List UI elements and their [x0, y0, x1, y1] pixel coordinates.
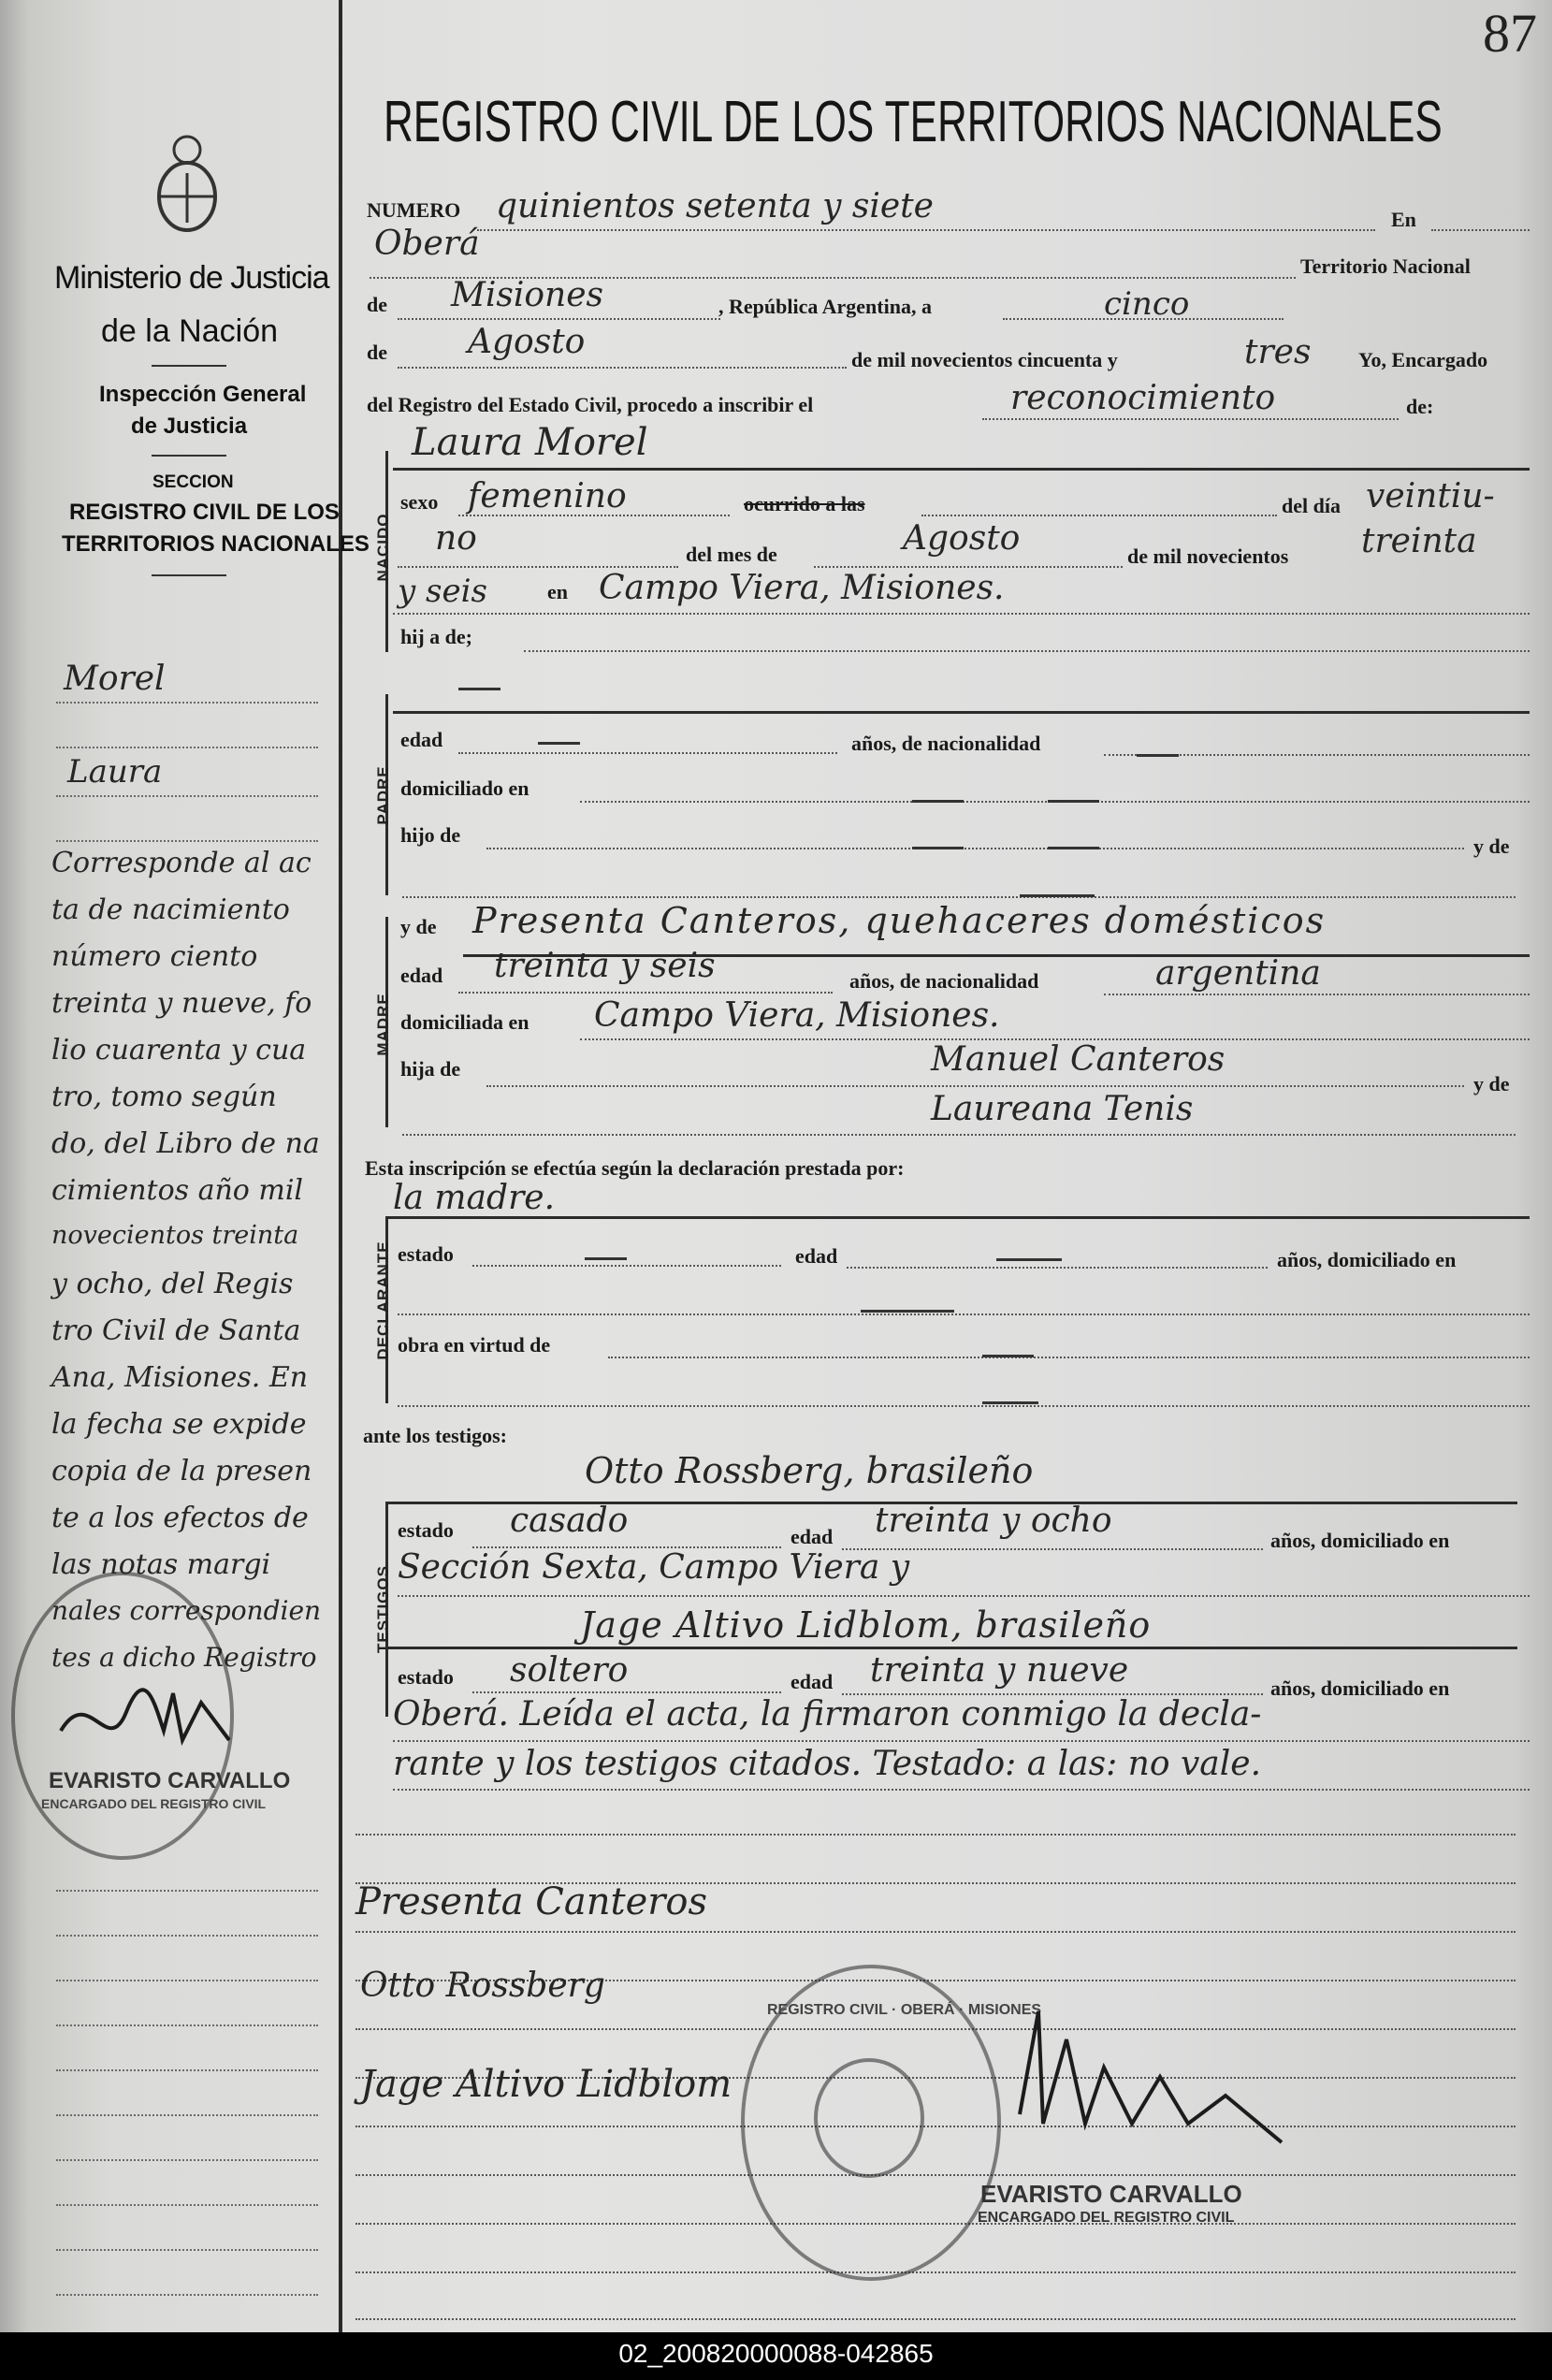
margin-note-line: te a los efectos de: [51, 1502, 309, 1534]
republica-label: , República Argentina, a: [718, 295, 932, 318]
margin-note-line: y ocho, del Regis: [51, 1268, 294, 1300]
anio-label: de mil novecientos: [1127, 544, 1289, 568]
declarante-edad-label: edad: [795, 1244, 838, 1268]
w2-name: Jage Altivo Lidblom, brasileño: [580, 1604, 1152, 1646]
official-stamp-ring: REGISTRO CIVIL · OBERÁ · MISIONES: [767, 2002, 1042, 2018]
coat-of-arms-icon: [150, 122, 225, 239]
section-rule: [385, 1216, 1530, 1219]
margin-rule: [56, 2159, 318, 2161]
madre-hija-de-label: hija de: [400, 1057, 461, 1081]
signature-3: Jage Altivo Lidblom: [360, 2063, 732, 2106]
padre-hijo-de-label: hijo de: [400, 823, 461, 847]
dash-mark: [538, 742, 580, 745]
w1-edad: treinta y ocho: [875, 1502, 1112, 1540]
padre-label: PADRE: [374, 765, 392, 825]
de-label: de: [367, 293, 387, 316]
margin-note-line: lio cuarenta y cua: [51, 1034, 307, 1067]
w2-estado: soltero: [510, 1651, 629, 1690]
de-label-2: de: [367, 341, 387, 364]
madre-name-value: Presenta Canteros, quehaceres domésticos: [472, 900, 1327, 941]
officer-signature-icon: [1001, 1983, 1310, 2175]
margin-rule: [56, 795, 318, 797]
testigos-label: TESTIGOS: [374, 1565, 392, 1653]
margin-note-line: tes a dicho Registro: [51, 1642, 317, 1673]
ministry-line2: de la Nación: [101, 313, 279, 349]
registro-text: del Registro del Estado Civil, procedo a inscribir el: [367, 393, 814, 416]
dash-mark: [585, 1257, 627, 1260]
numero-label: NUMERO: [367, 198, 461, 222]
margin-note-line: cimientos año mil: [51, 1174, 304, 1207]
w2-edad: treinta y nueve: [870, 1651, 1129, 1690]
fill-line: [458, 752, 837, 754]
section-rule: [385, 1647, 1517, 1649]
w1-name: Otto Rossberg, brasileño: [585, 1450, 1034, 1491]
margin-note-line: la fecha se expide: [51, 1408, 307, 1441]
w2-edad-label: edad: [791, 1670, 834, 1693]
dash-mark: [458, 688, 500, 690]
madre-edad-value: treinta y seis: [494, 947, 716, 985]
padre-nacionalidad-label: años, de nacionalidad: [851, 732, 1041, 755]
margin-note-line: las notas margi: [51, 1548, 271, 1581]
margin-stamp-title: ENCARGADO DEL REGISTRO CIVIL: [41, 1796, 267, 1811]
closing-line-1: Oberá. Leída el acta, la firmaron conmigo la decla-: [393, 1695, 1262, 1734]
footer-id: 02_200820000088-042865: [618, 2339, 934, 2368]
dia-value-1: veintiu-: [1366, 477, 1495, 515]
margin-rule: [56, 2249, 318, 2251]
margin-note-line: Corresponde al ac: [51, 847, 312, 879]
person-value: Laura Morel: [412, 421, 648, 464]
section-line2: TERRITORIOS NACIONALES: [62, 531, 370, 557]
margin-note-line: treinta y nueve, fo: [51, 987, 312, 1020]
declarante-obra-label: obra en virtud de: [398, 1333, 551, 1357]
official-stamp-inner: [814, 2058, 924, 2178]
fill-line: [814, 566, 1123, 568]
officer-title: ENCARGADO DEL REGISTRO CIVIL: [978, 2210, 1235, 2226]
fill-line: [477, 229, 1375, 231]
en-label: En: [1391, 208, 1416, 231]
fill-line: [398, 318, 720, 320]
madre-nacionalidad-value: argentina: [1155, 954, 1321, 993]
w2-estado-label: estado: [398, 1665, 454, 1689]
day-value: cinco: [1104, 285, 1190, 323]
declarant-value: la madre.: [393, 1179, 556, 1217]
numero-value: quinientos setenta y siete: [496, 187, 934, 225]
madre-mother-value: Laureana Tenis: [931, 1090, 1194, 1128]
dash-mark: [1020, 894, 1095, 897]
yo-text: Yo, Encargado: [1358, 348, 1488, 371]
declarante-domicilio-label: años, domiciliado en: [1277, 1248, 1457, 1271]
closing-line-2: rante y los testigos citados. Testado: a las: no vale.: [393, 1745, 1262, 1783]
signature-2: Otto Rossberg: [360, 1966, 605, 2005]
act-value: reconocimiento: [1010, 379, 1276, 417]
sexo-label: sexo: [400, 490, 439, 514]
fill-line: [472, 1265, 781, 1267]
sidebar-rule-3: [152, 574, 226, 576]
fill-line: [393, 1740, 1530, 1742]
mes-label: del mes de: [686, 543, 777, 566]
anio-value-2: y seis: [398, 573, 487, 610]
fill-line: [458, 515, 730, 516]
margin-note-line: nales correspondien: [51, 1595, 322, 1626]
fill-line: [608, 1357, 1530, 1358]
margin-rule: [56, 1980, 318, 1981]
padre-y-de-label: y de: [1473, 834, 1510, 858]
w1-domicilio: Sección Sexta, Campo Viera y: [398, 1548, 910, 1587]
dia-value-2: no: [435, 519, 477, 558]
year-value: tres: [1244, 333, 1312, 371]
dash-mark: [861, 1310, 954, 1313]
madre-label: MADRE: [374, 993, 392, 1056]
territorio-label: Territorio Nacional: [1300, 254, 1471, 278]
section-label: SECCION: [152, 472, 234, 492]
margin-rule: [56, 2069, 318, 2071]
margin-note-line: ta de nacimiento: [51, 893, 290, 926]
dash-mark: [912, 847, 964, 849]
fill-line: [398, 1313, 1530, 1315]
margin-note-line: número ciento: [51, 940, 258, 973]
declarante-label: DECLARANTE: [374, 1241, 392, 1360]
fill-line: [398, 367, 847, 369]
fill-line: [458, 992, 833, 994]
ocurrido-label: ocurrido a las: [744, 492, 865, 515]
del-dia-label: del día: [1282, 494, 1341, 517]
nacido-label: NACIDO: [374, 513, 392, 582]
fill-line: [982, 418, 1399, 420]
dash-mark: [912, 800, 964, 803]
declarante-intro: Esta inscripción se efectúa según la declaración prestada por:: [365, 1156, 905, 1180]
fill-line: [847, 1267, 1268, 1269]
fill-line: [1104, 994, 1530, 995]
lugar-value: Campo Viera, Misiones.: [599, 569, 1005, 607]
margin-note-line: tro Civil de Santa: [51, 1314, 301, 1347]
inspection-line1: Inspección General: [99, 382, 307, 407]
declarante-estado-label: estado: [398, 1242, 454, 1266]
fill-line: [398, 566, 678, 568]
fill-line: [393, 1789, 1530, 1791]
margin-rule: [56, 1890, 318, 1892]
madre-y-de-label-2: y de: [1473, 1072, 1510, 1096]
margin-signature-icon: [51, 1675, 239, 1763]
signature-line: [355, 2271, 1516, 2273]
w2-domicilio-label: años, domiciliado en: [1270, 1676, 1450, 1700]
padre-domicilio-label: domiciliado en: [400, 776, 529, 800]
dash-mark: [1048, 800, 1099, 803]
w1-estado: casado: [510, 1502, 629, 1540]
madre-father-value: Manuel Canteros: [931, 1040, 1226, 1079]
madre-domicilio-label: domiciliada en: [400, 1010, 529, 1034]
margin-note-line: novecientos treinta: [51, 1221, 299, 1250]
en-label-nacido: en: [547, 580, 568, 603]
margin-rule: [56, 840, 318, 842]
fill-line: [524, 650, 1530, 652]
margin-stamp-name: EVARISTO CARVALLO: [49, 1768, 291, 1793]
signature-1: Presenta Canteros: [355, 1880, 707, 1923]
inspection-line2: de Justicia: [131, 414, 248, 439]
w1-domicilio-label: años, domiciliado en: [1270, 1529, 1450, 1552]
madre-edad-label: edad: [400, 964, 443, 987]
dash-mark: [1048, 847, 1099, 849]
margin-rule: [56, 747, 318, 748]
margin-given-name: Laura: [67, 753, 163, 791]
margin-rule: [56, 1935, 318, 1937]
document-title: REGISTRO CIVIL DE LOS TERRITORIOS NACIONALES: [384, 90, 1443, 154]
de-colon: de:: [1406, 395, 1434, 418]
place-value: Oberá: [374, 225, 480, 263]
margin-note-line: Ana, Misiones. En: [51, 1361, 309, 1394]
fill-line: [486, 848, 1464, 849]
margin-note-line: do, del Libro de na: [51, 1127, 320, 1160]
section-rule: [393, 468, 1530, 471]
w1-estado-label: estado: [398, 1518, 454, 1542]
margin-divider: [339, 0, 342, 2332]
fill-line: [1003, 318, 1284, 320]
section-line1: REGISTRO CIVIL DE LOS: [69, 500, 340, 525]
dash-mark: [982, 1355, 1034, 1357]
anio-value-1: treinta: [1361, 522, 1477, 560]
year-text: de mil novecientos cincuenta y: [851, 348, 1118, 371]
madre-y-de-label: y de: [400, 915, 437, 938]
month-value: Agosto: [468, 323, 586, 361]
fill-line: [398, 1595, 1530, 1597]
fill-line: [398, 1405, 1530, 1407]
margin-rule: [56, 2204, 318, 2206]
fill-line: [402, 896, 1516, 898]
sidebar-rule-1: [152, 365, 226, 367]
padre-edad-label: edad: [400, 728, 443, 751]
officer-name: EVARISTO CARVALLO: [980, 2180, 1242, 2208]
sidebar-rule-2: [152, 455, 226, 457]
fill-line: [402, 1134, 1516, 1136]
signature-line: [355, 1931, 1516, 1933]
testigos-intro: ante los testigos:: [363, 1424, 507, 1447]
dash-mark: [996, 1258, 1062, 1261]
margin-rule: [56, 702, 318, 704]
fill-line: [921, 515, 1277, 516]
fill-line: [472, 1691, 781, 1693]
mes-value: Agosto: [903, 519, 1021, 558]
margin-rule: [56, 2024, 318, 2026]
margin-surname: Morel: [64, 660, 166, 698]
dash-mark: [1137, 754, 1179, 757]
signature-line: [355, 2318, 1516, 2320]
fill-line: [1431, 229, 1530, 231]
madre-nacionalidad-label: años, de nacionalidad: [849, 969, 1039, 993]
section-rule: [393, 711, 1530, 714]
page-number: 87: [1483, 3, 1537, 64]
hijo-label: hij a de;: [400, 625, 472, 648]
territory-value: Misiones: [451, 276, 604, 314]
margin-rule: [56, 2114, 318, 2116]
dash-mark: [982, 1401, 1038, 1404]
fill-line: [393, 613, 1530, 615]
ministry-line1: Ministerio de Justicia: [54, 260, 329, 296]
fill-line: [486, 1085, 1464, 1087]
signature-line: [355, 1834, 1516, 1836]
sexo-value: femenino: [468, 477, 627, 515]
margin-rule: [56, 2294, 318, 2296]
madre-domicilio-value: Campo Viera, Misiones.: [594, 996, 1000, 1035]
margin-note-line: tro, tomo según: [51, 1081, 277, 1113]
margin-note-line: copia de la presen: [51, 1455, 312, 1488]
w1-edad-label: edad: [791, 1525, 834, 1548]
